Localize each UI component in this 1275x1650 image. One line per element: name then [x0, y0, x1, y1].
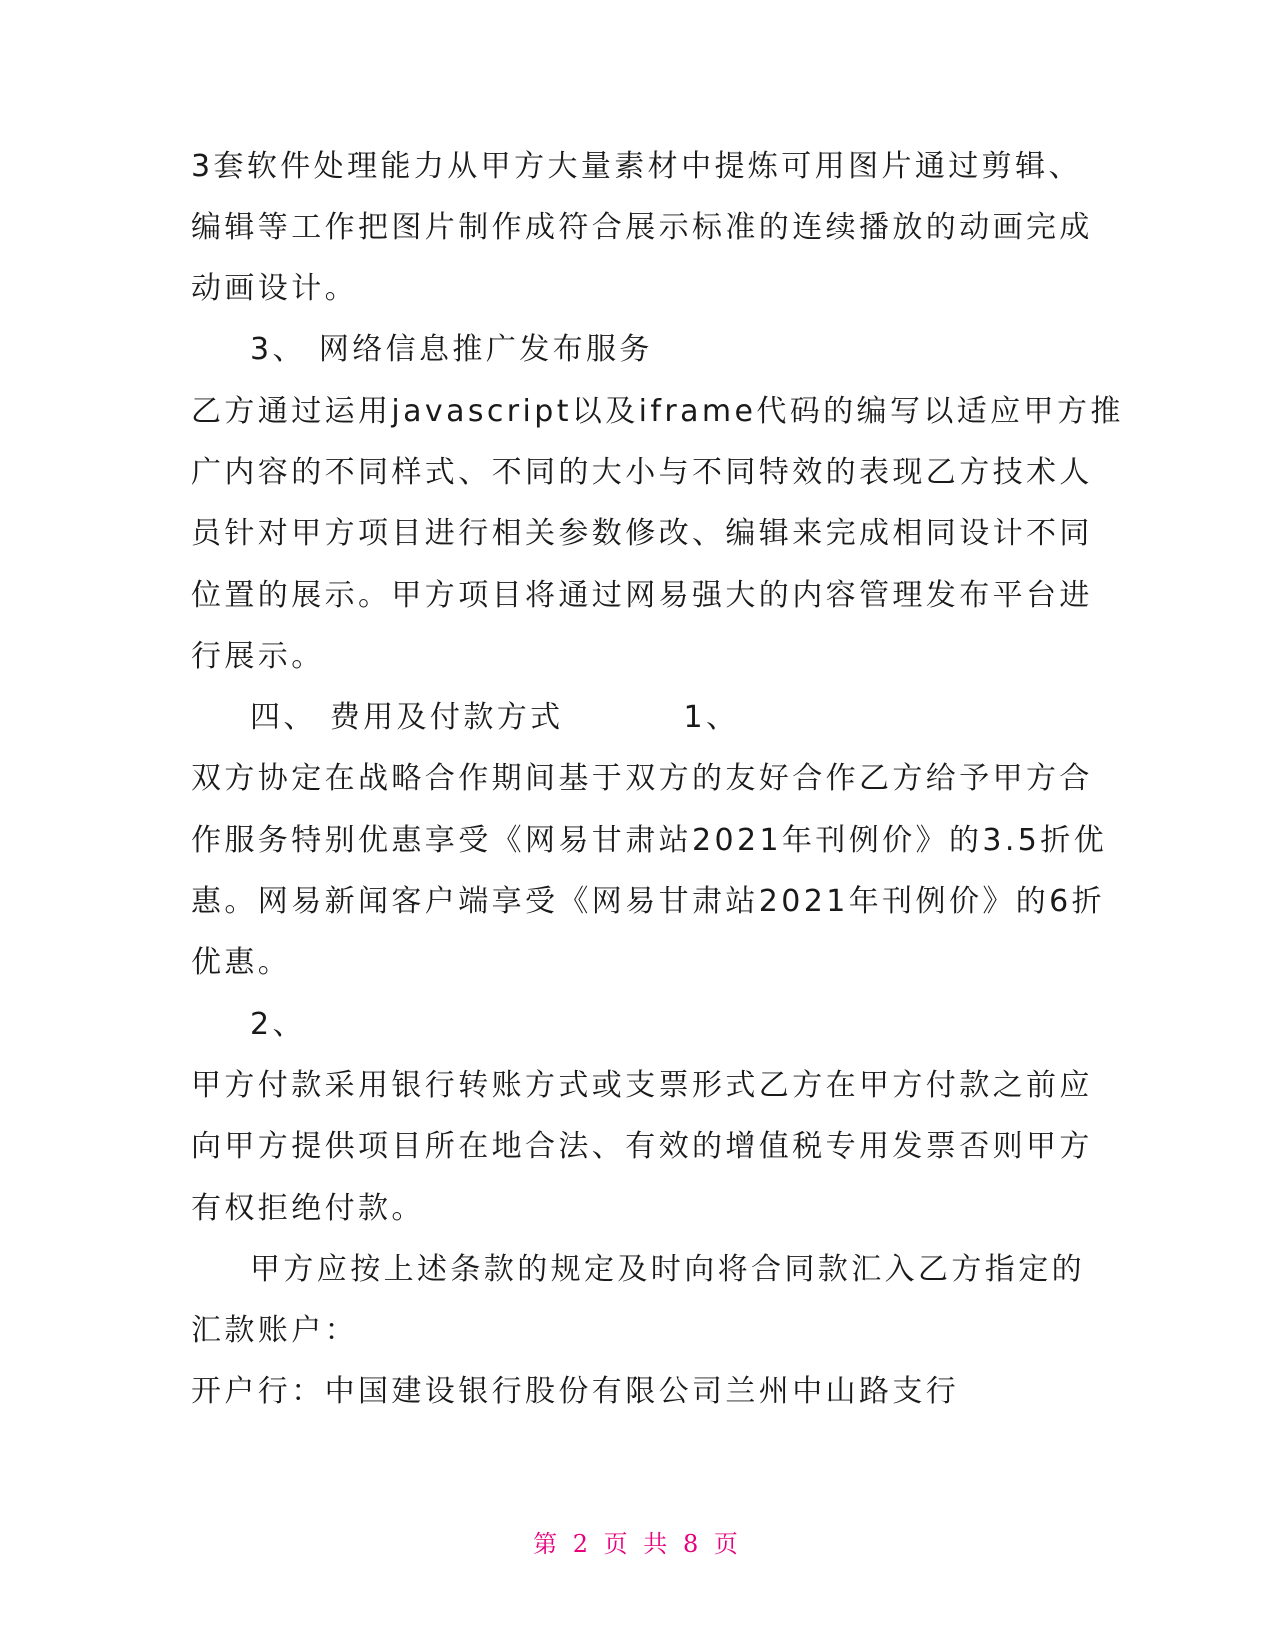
section-heading-title: 四、 费用及付款方式	[250, 700, 564, 735]
body-line: 有权拒绝付款。	[191, 1191, 425, 1226]
body-line: 开户行：中国建设银行股份有限公司兰州中山路支行	[191, 1374, 960, 1409]
item-number-1: 1、	[683, 700, 740, 735]
body-line: 优惠。	[191, 945, 292, 980]
body-line: 行展示。	[191, 639, 325, 674]
body-line: 作服务特别优惠享受《网易甘肃站2021年刊例价》的3.5折优	[191, 823, 1108, 858]
body-line: 惠。网易新闻客户端享受《网易甘肃站2021年刊例价》的6折	[191, 884, 1106, 919]
body-line: 乙方通过运用javascript以及iframe代码的编写以适应甲方推	[191, 394, 1124, 429]
body-line: 向甲方提供项目所在地合法、有效的增值税专用发票否则甲方	[191, 1129, 1093, 1164]
body-line: 员针对甲方项目进行相关参数修改、编辑来完成相同设计不同	[191, 516, 1093, 551]
body-line: 广内容的不同样式、不同的大小与不同特效的表现乙方技术人	[191, 455, 1093, 490]
body-line: 汇款账户：	[191, 1313, 358, 1348]
item-number-2: 2、	[250, 1007, 306, 1042]
section-heading-4	[250, 698, 739, 738]
page-footer: 第 2 页 共 8 页	[533, 1530, 742, 1558]
body-line: 3套软件处理能力从甲方大量素材中提炼可用图片通过剪辑、	[191, 149, 1082, 184]
body-line: 动画设计。	[191, 271, 358, 306]
body-line: 双方协定在战略合作期间基于双方的友好合作乙方给予甲方合	[191, 761, 1093, 796]
body-line: 位置的展示。甲方项目将通过网易强大的内容管理发布平台进	[191, 578, 1093, 613]
body-line: 甲方付款采用银行转账方式或支票形式乙方在甲方付款之前应	[191, 1068, 1093, 1103]
body-line: 甲方应按上述条款的规定及时向将合同款汇入乙方指定的	[250, 1252, 1085, 1287]
body-line: 编辑等工作把图片制作成符合展示标准的连续播放的动画完成	[191, 210, 1093, 245]
section-heading-3: 3、 网络信息推广发布服务	[250, 332, 653, 367]
